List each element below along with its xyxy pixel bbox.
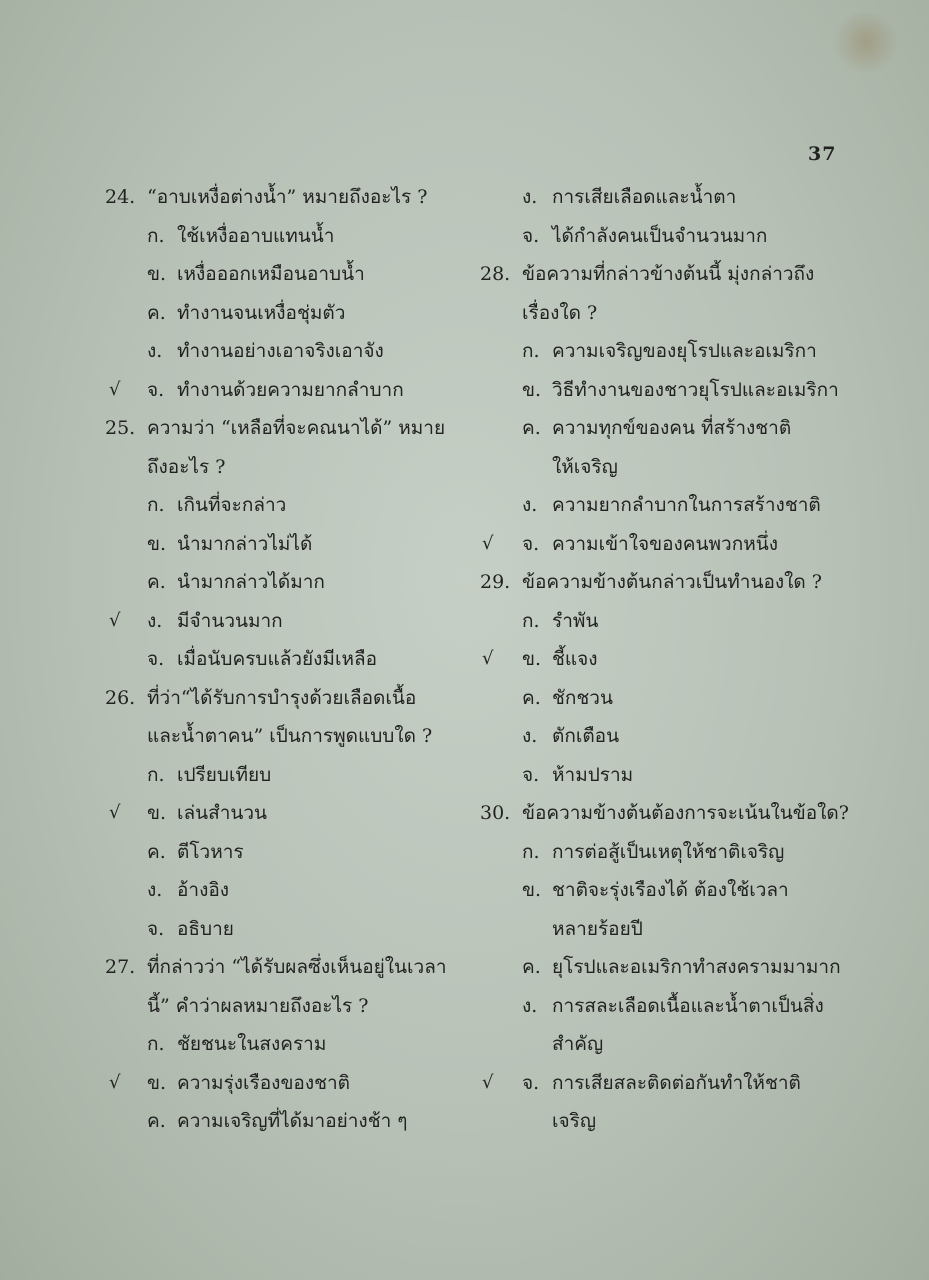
check-mark-icon: √ bbox=[109, 378, 121, 400]
answer-option bbox=[105, 1102, 485, 1141]
option-text: ชี้แจง bbox=[552, 648, 598, 670]
continuation-line bbox=[105, 987, 485, 1026]
option-label: ก. bbox=[147, 494, 165, 516]
answer-option bbox=[480, 871, 920, 910]
continuation-text: เรื่องใด ? bbox=[522, 301, 598, 324]
answer-option bbox=[480, 1064, 920, 1103]
continuation-line bbox=[480, 1025, 920, 1064]
option-text: การสละเลือดเนื้อและน้ำตาเป็นสิ่ง bbox=[552, 994, 824, 1017]
question-line bbox=[480, 794, 920, 833]
question-text: ที่กล่าวว่า “ได้รับผลซึ่งเห็นอยู่ในเวลา bbox=[147, 956, 447, 978]
option-text: เล่นสำนวน bbox=[177, 802, 268, 824]
option-label: ค. bbox=[147, 1110, 166, 1132]
right-column bbox=[480, 178, 920, 1141]
answer-option bbox=[480, 640, 920, 679]
question-number: 25. bbox=[105, 417, 136, 439]
option-label: ข. bbox=[147, 1071, 167, 1094]
answer-option bbox=[480, 679, 920, 718]
option-text: ได้กำลังคนเป็นจำนวนมาก bbox=[552, 224, 768, 247]
question-number: 26. bbox=[105, 686, 136, 709]
answer-option bbox=[480, 987, 920, 1026]
answer-option bbox=[105, 486, 485, 525]
option-label: ข. bbox=[522, 378, 542, 401]
question-line bbox=[105, 679, 485, 718]
option-label: ก. bbox=[147, 763, 165, 786]
option-label: ก. bbox=[522, 340, 540, 362]
left-column bbox=[105, 178, 485, 1141]
option-label: ค. bbox=[522, 686, 541, 709]
option-label: ง. bbox=[522, 994, 538, 1017]
option-text: เปรียบเทียบ bbox=[177, 763, 272, 786]
option-label: ก. bbox=[147, 1033, 165, 1055]
option-label: ข. bbox=[147, 802, 167, 824]
option-text: ใช้เหงื่ออาบแทนน้ำ bbox=[177, 224, 335, 247]
option-text: นำมากล่าวได้มาก bbox=[177, 571, 325, 593]
option-label: ง. bbox=[147, 340, 163, 362]
option-label: จ. bbox=[522, 1071, 540, 1094]
option-text: อ้างอิง bbox=[177, 879, 230, 901]
option-label: จ. bbox=[522, 224, 540, 247]
option-text: ชาติจะรุ่งเรืองได้ ต้องใช้เวลา bbox=[552, 879, 789, 901]
option-label: ง. bbox=[522, 725, 538, 747]
option-label: ค. bbox=[522, 417, 541, 439]
answer-option bbox=[105, 871, 485, 910]
answer-option bbox=[480, 717, 920, 756]
option-text: รำพัน bbox=[552, 609, 599, 632]
option-text: ความยากลำบากในการสร้างชาติ bbox=[552, 494, 821, 516]
question-text: “อาบเหงื่อต่างน้ำ” หมายถึงอะไร ? bbox=[147, 186, 428, 208]
option-text: เมื่อนับครบแล้วยังมีเหลือ bbox=[177, 648, 378, 670]
question-number: 24. bbox=[105, 186, 136, 208]
option-text: ยุโรปและอเมริกาทำสงครามมามาก bbox=[552, 956, 841, 978]
option-label: ก. bbox=[522, 840, 540, 863]
page-number: 37 bbox=[808, 143, 837, 165]
option-label: จ. bbox=[522, 532, 540, 555]
option-text: ตักเตือน bbox=[552, 725, 620, 747]
answer-option bbox=[105, 525, 485, 564]
option-text: การต่อสู้เป็นเหตุให้ชาติเจริญ bbox=[552, 840, 785, 863]
question-line bbox=[105, 178, 485, 217]
answer-option bbox=[105, 833, 485, 872]
answer-option bbox=[105, 602, 485, 641]
check-mark-icon: √ bbox=[109, 802, 121, 823]
option-label: ค. bbox=[147, 301, 166, 324]
answer-option bbox=[105, 1025, 485, 1064]
continuation-text: และน้ำตาคน” เป็นการพูดแบบใด ? bbox=[147, 725, 433, 747]
answer-option bbox=[480, 756, 920, 795]
answer-option bbox=[480, 409, 920, 448]
check-mark-icon: √ bbox=[482, 532, 494, 554]
answer-option bbox=[105, 756, 485, 795]
option-text: ความเจริญของยุโรปและอเมริกา bbox=[552, 340, 817, 362]
option-label: ก. bbox=[522, 609, 540, 632]
option-label: ค. bbox=[522, 956, 541, 978]
answer-option bbox=[480, 525, 920, 564]
continuation-line bbox=[480, 294, 920, 333]
option-label: ง. bbox=[147, 879, 163, 901]
continuation-text: นี้” คำว่าผลหมายถึงอะไร ? bbox=[147, 994, 369, 1017]
option-text: นำมากล่าวไม่ได้ bbox=[177, 532, 313, 555]
answer-option bbox=[480, 371, 920, 410]
option-text: ความทุกข์ของคน ที่สร้างชาติ bbox=[552, 417, 792, 439]
answer-option bbox=[480, 602, 920, 641]
question-line bbox=[105, 409, 485, 448]
option-text: เหงื่อออกเหมือนอาบน้ำ bbox=[177, 263, 365, 285]
question-text: ที่ว่า“ได้รับการบำรุงด้วยเลือดเนื้อ bbox=[147, 686, 417, 709]
answer-option bbox=[480, 948, 920, 987]
continuation-line bbox=[480, 448, 920, 487]
answer-option bbox=[105, 640, 485, 679]
question-text: ข้อความข้างต้นกล่าวเป็นทำนองใด ? bbox=[522, 571, 822, 593]
question-line bbox=[480, 563, 920, 602]
option-label: ข. bbox=[147, 532, 167, 555]
check-mark-icon: √ bbox=[482, 1071, 494, 1093]
question-number: 27. bbox=[105, 956, 136, 978]
continuation-text: ถึงอะไร ? bbox=[147, 455, 226, 478]
question-number: 30. bbox=[480, 802, 511, 824]
option-label: จ. bbox=[147, 378, 165, 401]
option-label: ง. bbox=[147, 609, 163, 632]
check-mark-icon: √ bbox=[109, 609, 121, 631]
continuation-line bbox=[480, 1102, 920, 1141]
option-label: จ. bbox=[147, 648, 165, 670]
answer-option bbox=[105, 332, 485, 371]
option-label: ค. bbox=[147, 571, 166, 593]
check-mark-icon: √ bbox=[109, 1071, 121, 1093]
answer-option bbox=[105, 563, 485, 602]
option-label: ค. bbox=[147, 840, 166, 863]
answer-option bbox=[105, 294, 485, 333]
answer-option bbox=[480, 178, 920, 217]
answer-option bbox=[105, 371, 485, 410]
continuation-line bbox=[105, 717, 485, 756]
option-label: จ. bbox=[147, 917, 165, 940]
answer-option bbox=[105, 794, 485, 833]
answer-option bbox=[105, 255, 485, 294]
answer-option bbox=[480, 833, 920, 872]
answer-option bbox=[480, 486, 920, 525]
question-text: ความว่า “เหลือที่จะคณนาได้” หมาย bbox=[147, 417, 446, 439]
option-text: ทำงานด้วยความยากลำบาก bbox=[177, 378, 404, 401]
option-text: ชักชวน bbox=[552, 686, 613, 709]
continuation-line bbox=[480, 910, 920, 949]
option-text: ทำงานจนเหงื่อชุ่มตัว bbox=[177, 301, 346, 324]
option-text: เกินที่จะกล่าว bbox=[177, 494, 287, 516]
option-text: ชัยชนะในสงคราม bbox=[177, 1033, 327, 1055]
answer-option bbox=[105, 217, 485, 256]
option-text: มีจำนวนมาก bbox=[177, 609, 283, 632]
question-text: ข้อความข้างต้นต้องการจะเน้นในข้อใด? bbox=[522, 802, 849, 824]
option-text: ห้ามปราม bbox=[552, 763, 634, 786]
option-text: ทำงานอย่างเอาจริงเอาจัง bbox=[177, 340, 384, 362]
continuation-text: ให้เจริญ bbox=[552, 455, 618, 478]
question-number: 28. bbox=[480, 263, 511, 285]
option-label: ข. bbox=[147, 263, 167, 285]
answer-option bbox=[105, 1064, 485, 1103]
option-text: การเสียเลือดและน้ำตา bbox=[552, 186, 737, 208]
option-text: ความเจริญที่ได้มาอย่างช้า ๆ bbox=[177, 1110, 408, 1132]
check-mark-icon: √ bbox=[482, 648, 494, 669]
option-text: ความเข้าใจของคนพวกหนึ่ง bbox=[552, 532, 778, 555]
option-text: อธิบาย bbox=[177, 917, 234, 940]
continuation-text: สำคัญ bbox=[552, 1033, 604, 1055]
continuation-text: หลายร้อยปี bbox=[552, 917, 643, 940]
option-text: ตีโวหาร bbox=[177, 840, 244, 863]
continuation-line bbox=[105, 448, 485, 487]
option-label: ข. bbox=[522, 879, 542, 901]
question-text: ข้อความที่กล่าวข้างต้นนี้ มุ่งกล่าวถึง bbox=[522, 263, 815, 285]
option-label: ง. bbox=[522, 186, 538, 208]
paper-stain bbox=[831, 12, 901, 72]
option-text: การเสียสละติดต่อกันทำให้ชาติ bbox=[552, 1071, 801, 1094]
option-text: ความรุ่งเรืองของชาติ bbox=[177, 1071, 351, 1094]
option-label: ก. bbox=[147, 224, 165, 247]
option-label: ง. bbox=[522, 494, 538, 516]
option-text: วิธีทำงานของชาวยุโรปและอเมริกา bbox=[552, 378, 839, 401]
question-line bbox=[480, 255, 920, 294]
answer-option bbox=[480, 217, 920, 256]
question-number: 29. bbox=[480, 571, 511, 593]
answer-option bbox=[105, 910, 485, 949]
option-label: ข. bbox=[522, 648, 542, 670]
question-line bbox=[105, 948, 485, 987]
option-label: จ. bbox=[522, 763, 540, 786]
answer-option bbox=[480, 332, 920, 371]
continuation-text: เจริญ bbox=[552, 1110, 597, 1132]
